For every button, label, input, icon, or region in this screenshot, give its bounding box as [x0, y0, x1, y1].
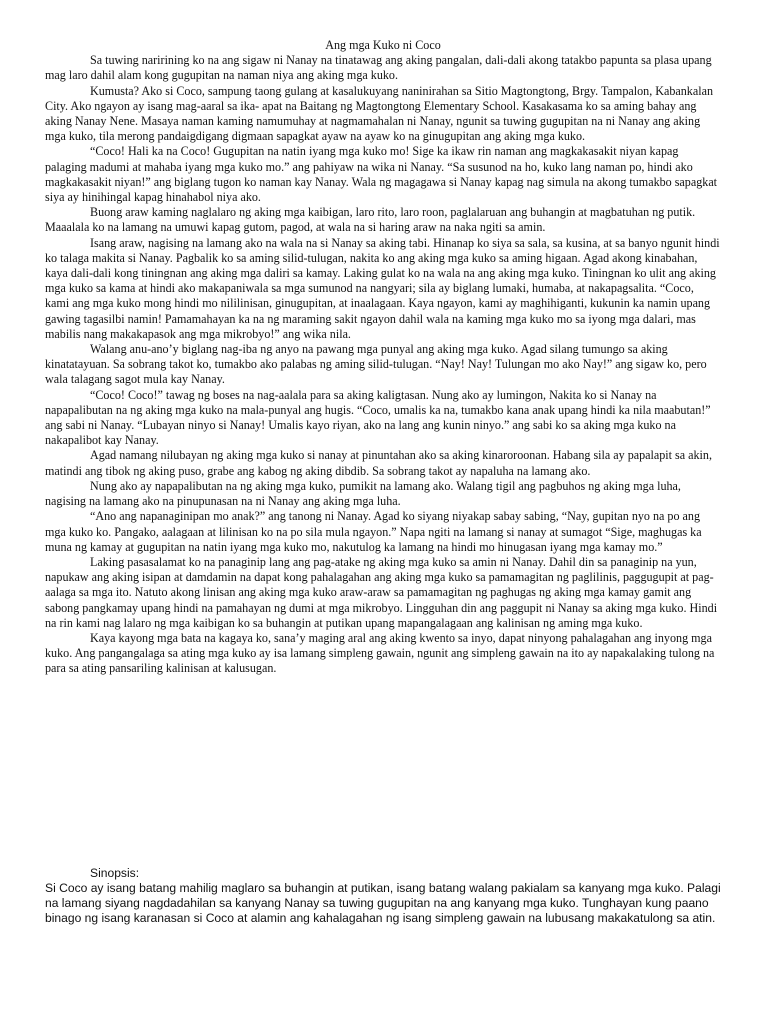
story-paragraph: Buong araw kaming naglalaro ng aking mga kaibigan, laro rito, laro roon, paglalaruan ang buhangin at magbatuhan ng putik. Maaalala ko na lamang na umuwi kapag gutom, pagod, at wala na si haring araw na naka ngiti sa amin.	[45, 205, 696, 235]
story-paragraph: Nung ako ay napapalibutan na ng aking mga kuko, pumikit na lamang ako. Walang tigil ang pagbuhos ng aking mga luha, nagising na lamang ako na pinupunasan na ni Nanay ang aking mga luha.	[45, 478, 681, 509]
synopsis-label: Sinopsis:	[90, 866, 140, 880]
story-paragraph: “Ano ang napanaginipan mo anak?” ang tanong ni Nanay. Agad ko siyang niyakap sabay sabing, “Nay, gupitan nyo na po ang mga kuko ko. Pangako, aalagaan at lilinisan ko na po sila mula ngayon.” Napa ngiti na lamang si nanay at sumagot “Sige, maghugas ka muna ng kamay at gugupitan na natin iyang mga kuko mo, nakutulog ka lamang na hindi mo hinugasan iyang mga kamay mo.”	[45, 509, 702, 554]
synopsis-text: Si Coco ay isang batang mahilig maglaro sa buhangin at putikan, isang batang walang pakialam sa kanyang mga kuko. Palagi na lamang siyang nagdadahilan sa kanyang Nanay sa tuwing gugupitan na ang kanyang mga kuko. Tunghayan kung paano binago ng isang karanasan si Coco at alamin ang kahalagahan ng isang simpleng gawain na lubusang makakatulong sa atin.	[45, 880, 721, 925]
synopsis-section	[45, 866, 721, 926]
story-paragraph: Laking pasasalamat ko na panaginip lang ang pag-atake ng aking mga kuko sa amin ni Nanay. Dahil din sa panaginip na yun, napukaw ang aking isipan at damdamin na dapat kong pahalagahan ang aking mga kuko sa pamamagitan ng paglilinis, paggugupit at pag-aalaga sa mga ito. Natuto akong linisan ang aking mga kuko araw-araw sa pamamagitan ng paghugas ng aking mga kamay gamit ang sabong pangkamay upang hindi na pamahayan ng dumi at mga mikrobyo. Lingguhan din ang paggupit ni Nanay sa aking mga kuko. Hindi na rin kami nag lalaro ng mga kaibigan ko sa buhangin at putikan upang mapangalagaan ang kalinisan ng aming mga kuko.	[45, 554, 718, 630]
story-paragraph: Kumusta? Ako si Coco, sampung taong gulang at kasalukuyang naninirahan sa Sitio Magtongtong, Brgy. Tampalon, Kabankalan City. Ako ngayon ay isang mag-aaral sa ika- apat na Baitang ng Magtongtong Elementary School. Kasakasama ko sa aming bahay ang aking Nanay Nene. Masaya naman kaming namumuhay at nagmamahalan ni Nanay, ngunit sa tuwing gugupitan na ni Nanay ang aking mga kuko, tila merong pandaigdigang digmaan sapagkat ayaw na ayaw ko na ginugupitan ang aking mga kuko.	[45, 83, 713, 144]
story-body	[45, 38, 721, 677]
story-paragraph: Kaya kayong mga bata na kagaya ko, sana’y maging aral ang aking kwento sa inyo, dapat ninyong pahalagahan ang inyong mga kuko. Ang pangangalaga sa ating mga kuko ay isa lamang simpleng gawain, ngunit ang simpleng gawain na ito ay napakalaking tulong na para sa ating pansariling kalinisan at kalusugan.	[45, 630, 715, 676]
story-paragraph: Sa tuwing naririning ko na ang sigaw ni Nanay na tinatawag ang aking pangalan, dali-dali akong tatakbo papunta sa plasa upang mag laro dahil alam kong gugupitan na naman niya ang aking mga kuko.	[45, 53, 712, 83]
story-paragraph: Isang araw, nagising na lamang ako na wala na si Nanay sa aking tabi. Hinanap ko siya sa sala, sa kusina, at sa banyo ngunit hindi ko talaga makita si Nanay. Pagbalik ko sa aming silid-tulugan, nakita ko ang aking mga kuko sa aming higaan. Agad akong kinabahan, kaya dali-dali kong tiningnan ang aking mga daliri sa kamay. Laking gulat ko na wala na ang aking mga kuko. Tiningnan ko ulit ang aking mga kuko sa kama at hindi ako makapaniwala sa mga sumunod na nangyari; sila ay biglang lumaki, humaba, at nakapagsalita. “Coco, kami ang mga kuko mong hindi mo nililinisan, ginugupitan, at inaalagaan. Kaya ngayon, kami ay maghihiganti, kukunin ka namin upang gawing tagasilbi namin! Pamamahayan ka na ng maraming sakit ngayon dahil wala na kaming mga kuko mo sa iyong mga dalari, mas mabilis nang makakapasok ang mga mikrobyo!” ang wika nila.	[45, 235, 720, 341]
story-title: Ang mga Kuko ni Coco	[325, 38, 441, 52]
story-paragraph: Agad namang nilubayan ng aking mga kuko si nanay at pinuntahan ako sa aking kinaroroonan. Habang sila ay papalapit sa akin, matindi ang tibok ng aking puso, grabe ang kabog ng aking dibdib. Sa sobrang takot ay napaluha na lamang ako.	[45, 448, 712, 478]
story-paragraph: Walang anu-ano’y biglang nag-iba ng anyo na pawang mga punyal ang aking mga kuko. Agad silang tumungo sa aking kinatatayuan. Sa sobrang takot ko, tumakbo ako palabas ng aming silid-tulugan. “Nay! Nay! Tulungan mo ako Nay!” ang sigaw ko, pero wala talagang sagot mula kay Nanay.	[45, 342, 707, 387]
story-paragraph: “Coco! Coco!” tawag ng boses na nag-aalala para sa aking kaligtasan. Nung ako ay lumingon, Nakita ko si Nanay na napapalibutan na ng aking mga kuko na mala-punyal ang hugis. “Coco, umalis ka na, tumakbo kana anak upang hindi ka nila maabutan!” ang sabi ni Nanay. “Lubayan ninyo si Nanay! Umalis kayo riyan, ako na lang ang kunin ninyo.” ang sabi ko sa aking mga kuko na nakapalibot kay Nanay.	[45, 387, 711, 448]
story-paragraph: “Coco! Hali ka na Coco! Gugupitan na natin iyang mga kuko mo! Sige ka ikaw rin naman ang magkakasakit niyan kapag palaging madumi at mahaba iyang mga kuko mo.” ang pahiyaw na wika ni Nanay. “Sa susunod na ho, kuko lang naman po, hindi ako magkakasakit niyan!” ang biglang tugon ko naman kay Nanay. Wala ng magagawa si Nanay kapag nag simula na akong tumakbo sapagkat siya ay hinihingal kapag hinahabol niya ako.	[45, 144, 718, 205]
